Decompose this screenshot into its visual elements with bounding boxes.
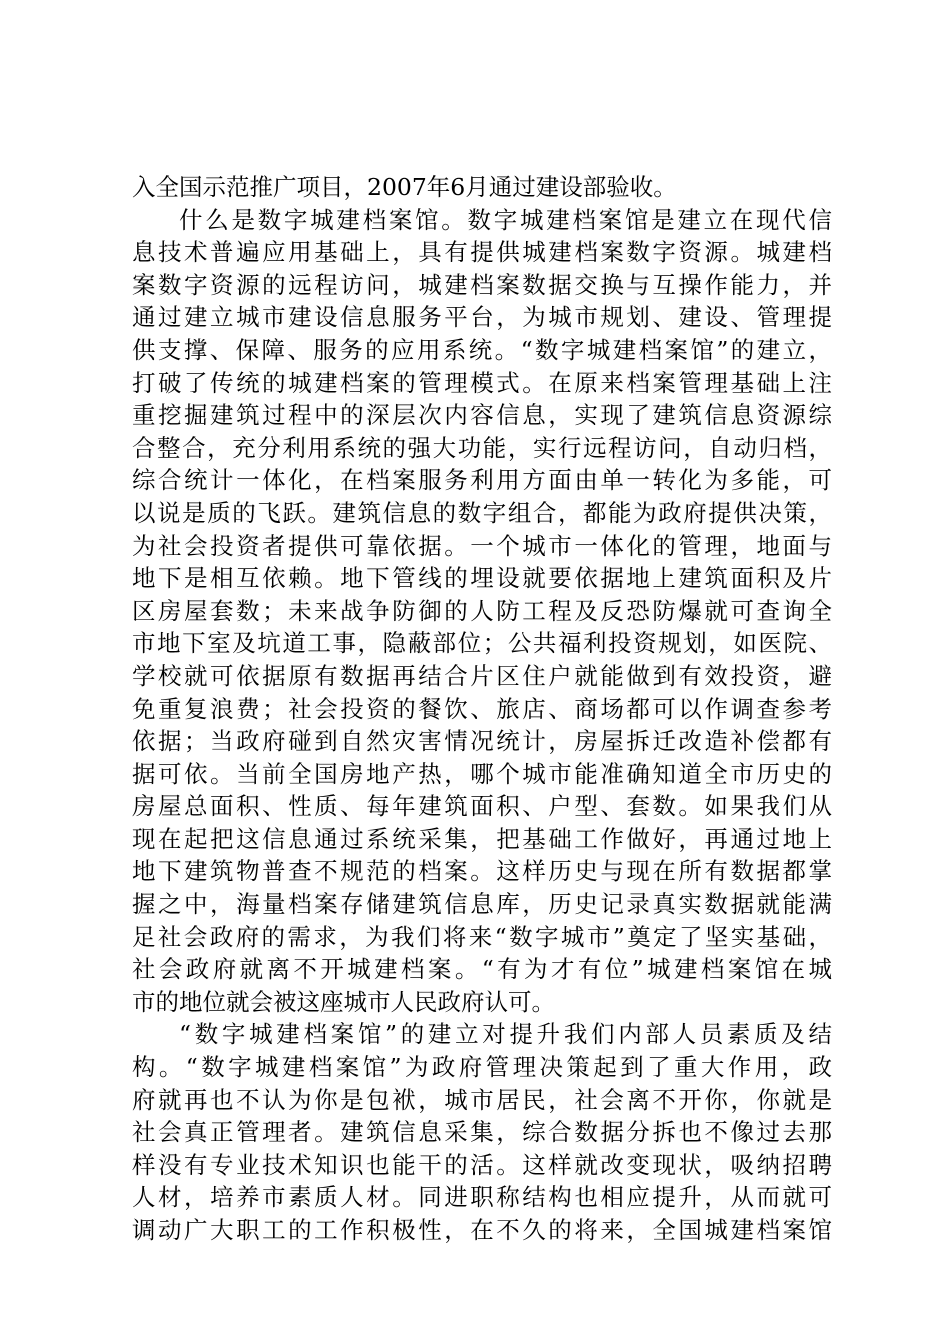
text-line: 府就再也不认为你是包袱，城市居民，社会离不开你，你就是 bbox=[132, 1085, 832, 1114]
text-line: 打破了传统的城建档案的管理模式。在原来档案管理基础上注 bbox=[132, 368, 832, 397]
text-line: 地下建筑物普查不规范的档案。这样历史与现在所有数据都掌 bbox=[132, 857, 832, 886]
text-line: 社会真正管理者。建筑信息采集，综合数据分拆也不像过去那 bbox=[132, 1118, 832, 1147]
text-line: 以说是质的飞跃。建筑信息的数字组合，都能为政府提供决策， bbox=[132, 498, 832, 527]
text-line: 学校就可依据原有数据再结合片区住户就能做到有效投资，避 bbox=[132, 661, 832, 690]
text-line: 供支撑、保障、服务的应用系统。“数字城建档案馆”的建立， bbox=[132, 335, 832, 364]
text-line: 为社会投资者提供可靠依据。一个城市一体化的管理，地面与 bbox=[132, 531, 832, 560]
text-line: 房屋总面积、性质、每年建筑面积、户型、套数。如果我们从 bbox=[132, 792, 832, 821]
text-line: 市地下室及坑道工事，隐蔽部位；公共福利投资规划，如医院、 bbox=[132, 629, 832, 658]
text-line: 调动广大职工的工作积极性，在不久的将来，全国城建档案馆 bbox=[132, 1216, 832, 1244]
text-line: 社会政府就离不开城建档案。“有为才有位”城建档案馆在城 bbox=[132, 955, 832, 984]
text-line: 案数字资源的远程访问，城建档案数据交换与互操作能力，并 bbox=[132, 270, 832, 299]
text-line: 息技术普遍应用基础上，具有提供城建档案数字资源。城建档 bbox=[132, 238, 832, 267]
text-line: 依据；当政府碰到自然灾害情况统计，房屋拆迁改造补偿都有 bbox=[132, 727, 832, 756]
text-line: 据可依。当前全国房地产热，哪个城市能准确知道全市历史的 bbox=[132, 759, 832, 788]
text-line: 入全国示范推广项目，2007年6月通过建设部验收。 bbox=[132, 173, 677, 201]
text-line: 区房屋套数；未来战争防御的人防工程及反恐防爆就可查询全 bbox=[132, 596, 832, 625]
text-line: 构。“数字城建档案馆”为政府管理决策起到了重大作用，政 bbox=[132, 1053, 832, 1082]
body-text bbox=[132, 171, 832, 1247]
text-line: 样没有专业技术知识也能干的活。这样就改变现状，吸纳招聘 bbox=[132, 1150, 832, 1179]
text-line: 综合统计一体化，在档案服务利用方面由单一转化为多能，可 bbox=[132, 466, 832, 495]
text-line: 人材，培养市素质人材。同进职称结构也相应提升，从而就可 bbox=[132, 1183, 832, 1212]
text-line: 市的地位就会被这座城市人民政府认可。 bbox=[132, 987, 555, 1016]
text-line: 地下是相互依赖。地下管线的埋设就要依据地上建筑面积及片 bbox=[132, 564, 832, 593]
text-line: 现在起把这信息通过系统采集，把基础工作做好，再通过地上 bbox=[132, 824, 832, 853]
text-line: 重挖掘建筑过程中的深层次内容信息，实现了建筑信息资源综 bbox=[132, 401, 832, 430]
text-line: 免重复浪费；社会投资的餐饮、旅店、商场都可以作调查参考 bbox=[132, 694, 832, 723]
paragraph-start-line: “数字城建档案馆”的建立对提升我们内部人员素质及结 bbox=[179, 1020, 832, 1049]
text-line: 合整合，充分利用系统的强大功能，实行远程访问，自动归档， bbox=[132, 433, 832, 462]
text-line: 通过建立城市建设信息服务平台，为城市规划、建设、管理提 bbox=[132, 303, 832, 332]
text-line: 足社会政府的需求，为我们将来“数字城市”奠定了坚实基础， bbox=[132, 922, 832, 951]
paragraph-start-line: 什么是数字城建档案馆。数字城建档案馆是建立在现代信 bbox=[179, 205, 832, 234]
text-line: 握之中，海量档案存储建筑信息库，历史记录真实数据就能满 bbox=[132, 890, 832, 919]
